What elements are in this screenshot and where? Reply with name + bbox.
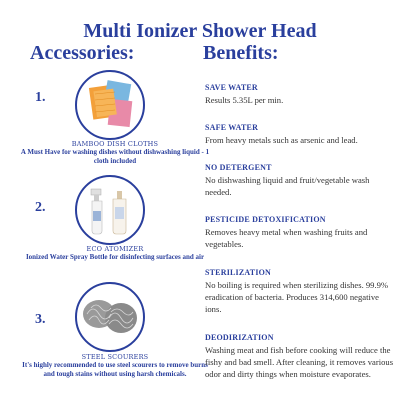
benefit-text: No boiling is required when sterilizing dishes. 99.9% eradication of bacteria. Produces 314,600 negative ions. <box>205 280 389 314</box>
accessory-caption: ECO ATOMIZER <box>86 245 144 253</box>
benefit-text: Results 5.35L per min. <box>205 95 284 105</box>
benefit-item <box>205 83 395 106</box>
benefit-title: DEODIRIZATION <box>205 333 274 342</box>
benefit-title: SAFE WATER <box>205 123 259 132</box>
benefit-text: From heavy metals such as arsenic and lead. <box>205 135 358 145</box>
accessory-item <box>22 282 208 400</box>
benefit-item <box>205 215 395 250</box>
accessories-heading: Accessories: <box>30 42 135 64</box>
accessory-description: It's highly recommended to use steel scourers to remove burns and tough stains without using harsh chemicals. <box>22 361 208 378</box>
accessory-number: 1. <box>35 90 46 105</box>
accessory-item <box>20 70 210 170</box>
benefit-text: Removes heavy metal when washing fruits and vegetables. <box>205 227 368 249</box>
dish-cloth-icon <box>75 70 145 140</box>
benefit-item <box>205 333 395 380</box>
benefit-text: Washing meat and fish before cooking will reduce the fishy and bad smell. After cleaning, it removes various odor and dirty things when moisture evaporates. <box>205 345 394 379</box>
page-title: Multi Ionizer Shower Head <box>83 20 317 42</box>
accessory-item <box>25 175 205 275</box>
accessory-number: 2. <box>35 200 46 215</box>
accessory-caption: STEEL SCOURERS <box>81 353 149 361</box>
steel-scourer-icon <box>75 282 145 352</box>
benefit-item <box>205 123 395 146</box>
benefits-heading: Benefits: <box>203 42 279 64</box>
benefit-title: STERILIZATION <box>205 268 272 277</box>
benefit-item <box>205 268 395 315</box>
benefit-title: PESTICIDE DETOXIFICATION <box>205 215 326 224</box>
accessory-description: A Must Have for washing dishes without dishwashing liquid - 1 cloth included <box>20 148 210 165</box>
benefit-title: NO DETERGENT <box>205 163 272 172</box>
accessory-number: 3. <box>35 312 46 327</box>
benefit-item <box>205 163 395 198</box>
spray-bottle-icon <box>75 175 145 245</box>
benefit-text: No dishwashing liquid and fruit/vegetable wash needed. <box>205 175 370 197</box>
accessory-caption: BAMBOO DISH CLOTHS <box>71 140 159 148</box>
benefit-title: SAVE WATER <box>205 83 258 92</box>
accessory-description: Ionized Water Spray Bottle for disinfecting surfaces and air <box>25 253 205 261</box>
